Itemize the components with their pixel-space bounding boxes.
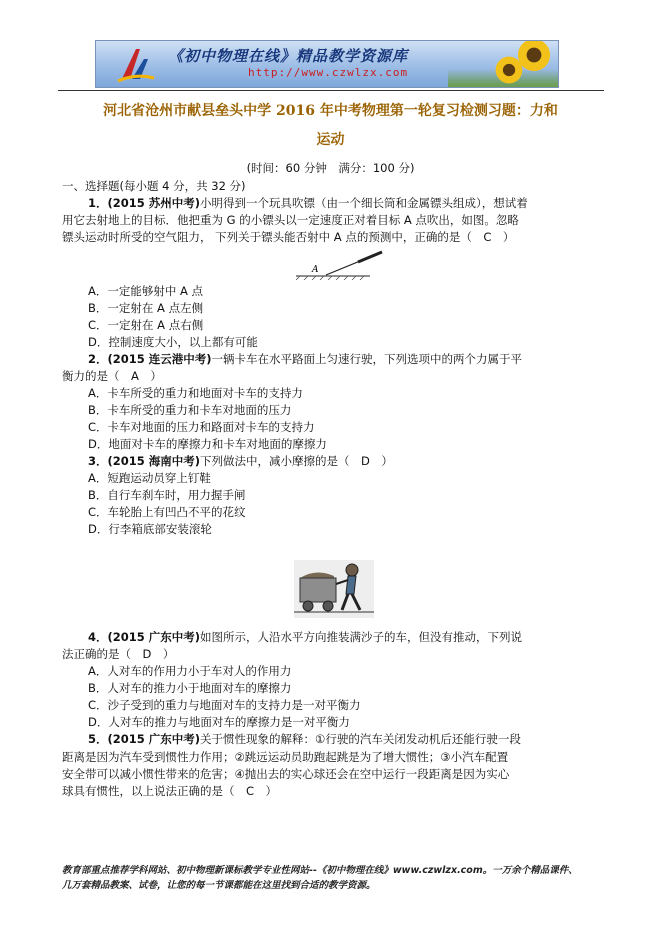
footer-line1: 教育部重点推荐学科网站、初中物理新课标教学专业性网站--《初中物理在线》www.czwlzx.com。一万余个精品课件、 xyxy=(62,865,578,876)
section-heading: 一、选择题(每小题 4 分，共 32 分) xyxy=(62,179,246,193)
footer-line2: 几万套精品教案、试卷，让您的每一节课都能在这里找到合适的教学资源。 xyxy=(62,880,376,891)
header-divider xyxy=(58,90,604,91)
question-3-line1: 3．(2015 海南中考)下列做法中，减小摩擦的是（ D ） xyxy=(88,454,393,468)
question-1-line3: 镖头运动时所受的空气阻力， 下列关于镖头能否射中 A 点的预测中，正确的是（ C ） xyxy=(62,230,515,244)
question-4-option-c: C．沙子受到的重力与地面对车的支持力是一对平衡力 xyxy=(88,698,361,712)
question-2-option-d: D．地面对卡车的摩擦力和卡车对地面的摩擦力 xyxy=(88,437,327,451)
question-5-line4: 球具有惯性，以上说法正确的是（ C ） xyxy=(62,784,278,798)
question-2-line1: 2．(2015 连云港中考)一辆卡车在水平路面上匀速行驶，下列选项中的两个力属于平 xyxy=(88,352,523,366)
question-1-option-a: A．一定能够射中 A 点 xyxy=(88,284,204,298)
question-3-option-d: D．行李箱底部安装滚轮 xyxy=(88,522,212,536)
question-4-option-a: A．人对车的作用力小于车对人的作用力 xyxy=(88,664,292,678)
banner-url[interactable]: http://www.czwlzx.com xyxy=(248,66,409,79)
site-logo xyxy=(116,45,156,83)
push-cart-figure xyxy=(294,560,374,618)
question-2-line2: 衡力的是（ A ） xyxy=(62,369,162,383)
question-2-option-c: C．卡车对地面的压力和路面对卡车的支持力 xyxy=(88,420,315,434)
dart-figure xyxy=(296,250,384,280)
question-1-option-d: D．控制速度大小，以上都有可能 xyxy=(88,335,258,349)
question-3-option-b: B．自行车刹车时，用力握手闸 xyxy=(88,488,246,502)
doc-title-line2: 运动 xyxy=(316,132,345,148)
header-banner xyxy=(95,40,559,88)
question-5-line2: 距离是因为汽车受到惯性力作用；②跳远运动员助跑起跳是为了增大惯性；③小汽车配置 xyxy=(62,750,509,764)
banner-title: 《初中物理在线》精品教学资源库 xyxy=(168,47,409,65)
question-3-option-c: C．车轮胎上有凹凸不平的花纹 xyxy=(88,505,246,519)
question-4-option-d: D．人对车的推力与地面对车的摩擦力是一对平衡力 xyxy=(88,715,350,729)
question-4-line2: 法正确的是（ D ） xyxy=(62,647,175,661)
point-a-label: A xyxy=(312,265,319,275)
question-5-line1: 5．(2015 广东中考)关于惯性现象的解释：①行驶的汽车关闭发动机后还能行驶一段 xyxy=(88,732,521,746)
question-2-option-b: B．卡车所受的重力和卡车对地面的压力 xyxy=(88,403,292,417)
doc-title-line1: 河北省沧州市献县垒头中学 2016 年中考物理第一轮复习检测习题：力和 xyxy=(103,103,558,119)
question-5-line3: 安全带可以减小惯性带来的危害；④抛出去的实心球还会在空中运行一段距离是因为实心 xyxy=(62,767,510,781)
question-1-option-c: C．一定射在 A 点右侧 xyxy=(88,318,204,332)
question-1-option-b: B．一定射在 A 点左侧 xyxy=(88,301,204,315)
question-1-line1: 1．(2015 苏州中考)小明得到一个玩具吹镖（由一个细长筒和金属镖头组成），想试着 xyxy=(88,196,528,210)
sunflower-icon xyxy=(494,55,524,85)
question-3-option-a: A．短跑运动员穿上钉鞋 xyxy=(88,471,211,485)
question-4-line1: 4．(2015 广东中考)如图所示，人沿水平方向推装满沙子的车，但没有推动，下列说 xyxy=(88,630,523,644)
question-2-option-a: A．卡车所受的重力和地面对卡车的支持力 xyxy=(88,386,303,400)
question-4-option-b: B．人对车的推力小于地面对车的摩擦力 xyxy=(88,681,292,695)
question-1-line2: 用它去射地上的目标．他把重为 G 的小镖头以一定速度正对着目标 A 点吹出，如图。忽略 xyxy=(62,213,519,227)
time-info: (时间：60 分钟 满分：100 分) xyxy=(246,161,415,175)
